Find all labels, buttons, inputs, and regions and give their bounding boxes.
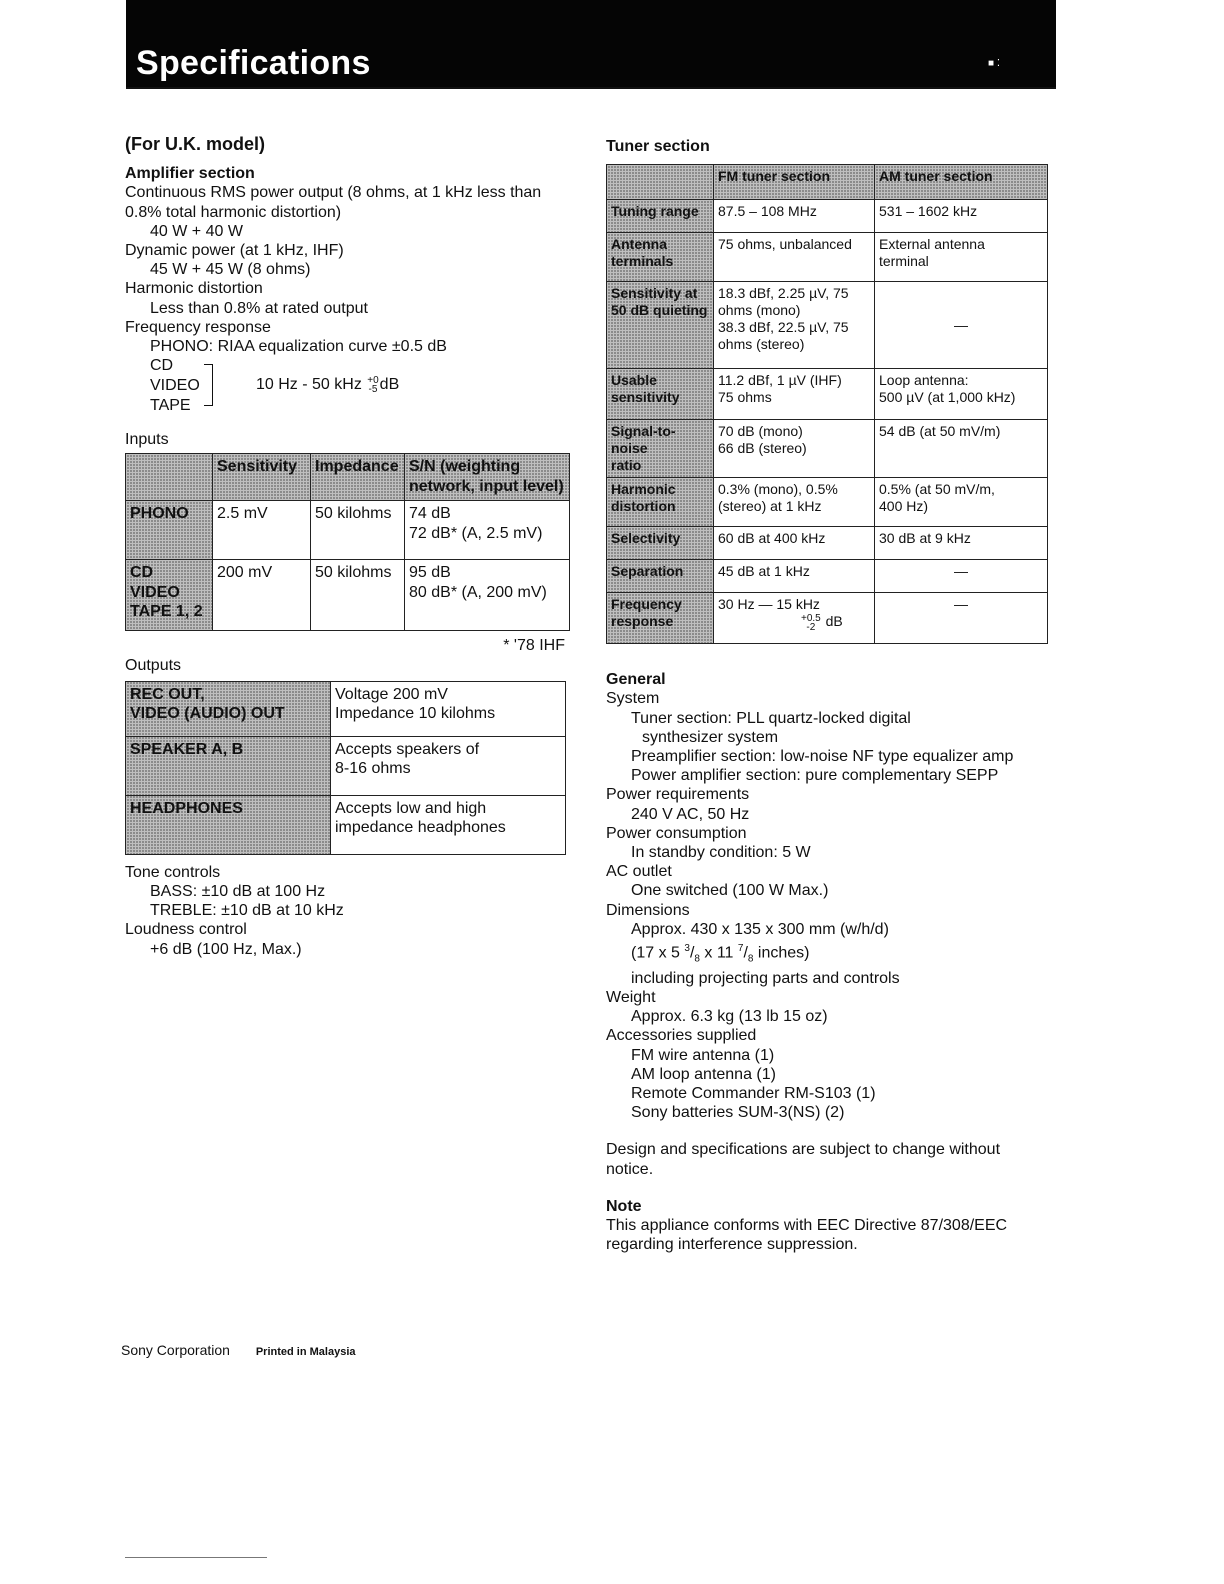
footer-printed: Printed in Malaysia bbox=[255, 1346, 356, 1358]
freq-tolerance: +0 -5 bbox=[367, 375, 379, 395]
freq-unit: dB bbox=[379, 376, 400, 394]
table-cell: Signal-to-noise ratio bbox=[607, 420, 714, 478]
note-text-1: This appliance conforms with EEC Directive 87/308/EEC bbox=[606, 1217, 1008, 1234]
dimensions-label: Dimensions bbox=[606, 901, 690, 919]
table-cell: 45 dB at 1 kHz bbox=[714, 560, 875, 593]
table-row bbox=[607, 233, 1048, 282]
table-cell: 54 dB (at 50 mV/m) bbox=[875, 420, 1048, 478]
inputs-label: Inputs bbox=[125, 431, 169, 449]
table-cell: Antenna terminals bbox=[607, 233, 714, 282]
tone-label: Tone controls bbox=[125, 863, 221, 881]
table-row bbox=[126, 681, 566, 736]
table-cell: — bbox=[875, 560, 1048, 593]
table-cell: Accepts low and high impedance headphones bbox=[331, 795, 566, 854]
note-text-2: regarding interference suppression. bbox=[606, 1236, 858, 1254]
table-row bbox=[607, 593, 1048, 644]
table-cell: Tuning range bbox=[607, 200, 714, 233]
system-label: System bbox=[606, 690, 660, 708]
table-row bbox=[607, 165, 1048, 200]
table-row bbox=[126, 454, 570, 501]
freq-video: VIDEO bbox=[150, 377, 200, 395]
table-header: Sensitivity bbox=[213, 454, 311, 501]
treble-value: TREBLE: ±10 dB at 10 kHz bbox=[150, 902, 344, 920]
table-cell: 75 ohms, unbalanced bbox=[714, 233, 875, 282]
model-heading: (For U.K. model) bbox=[125, 134, 265, 154]
table-row bbox=[607, 282, 1048, 369]
table-cell: Usable sensitivity bbox=[607, 369, 714, 420]
general-heading: General bbox=[606, 671, 666, 689]
freq-label: Frequency response bbox=[125, 318, 271, 336]
table-cell: Accepts speakers of 8-16 ohms bbox=[331, 736, 566, 795]
table-header: FM tuner section bbox=[714, 165, 875, 200]
ac-outlet-label: AC outlet bbox=[606, 863, 672, 881]
table-cell: Harmonic distortion bbox=[607, 478, 714, 527]
ihf-note: * '78 IHF bbox=[503, 637, 565, 655]
table-cell: 0.3% (mono), 0.5% (stereo) at 1 kHz bbox=[714, 478, 875, 527]
table-row bbox=[126, 501, 570, 560]
cont-power-label-2: 0.8% total harmonic distortion) bbox=[125, 203, 342, 221]
table-header: S/N (weighting network, input level) bbox=[405, 454, 570, 501]
tuner-heading: Tuner section bbox=[606, 138, 710, 155]
loudness-value: +6 dB (100 Hz, Max.) bbox=[150, 940, 302, 958]
dimensions-note: including projecting parts and controls bbox=[631, 969, 900, 987]
header-mark: ■ ⁚ bbox=[988, 58, 1000, 69]
table-row bbox=[607, 369, 1048, 420]
header-bar bbox=[126, 0, 1056, 89]
dyn-power-value: 45 W + 45 W (8 ohms) bbox=[150, 261, 311, 279]
phono-line: PHONO: RIAA equalization curve ±0.5 dB bbox=[150, 338, 447, 356]
table-cell: Separation bbox=[607, 560, 714, 593]
table-cell: 30 dB at 9 kHz bbox=[875, 527, 1048, 560]
system-preamp: Preamplifier section: low-noise NF type equalizer amp bbox=[631, 748, 1014, 766]
system-poweramp: Power amplifier section: pure complementary SEPP bbox=[631, 767, 999, 785]
table-cell: 50 kilohms bbox=[311, 560, 405, 631]
table-cell: 74 dB 72 dB* (A, 2.5 mV) bbox=[405, 501, 570, 560]
table-cell: Voltage 200 mV Impedance 10 kilohms bbox=[331, 681, 566, 736]
table-cell: 200 mV bbox=[213, 560, 311, 631]
harm-value: Less than 0.8% at rated output bbox=[150, 299, 368, 317]
table-cell: 11.2 dBf, 1 µV (IHF) 75 ohms bbox=[714, 369, 875, 420]
table-cell: HEADPHONES bbox=[126, 795, 331, 854]
table-cell: PHONO bbox=[126, 501, 213, 560]
bass-value: BASS: ±10 dB at 100 Hz bbox=[150, 883, 326, 901]
footer-company: Sony Corporation bbox=[121, 1342, 230, 1358]
table-cell: — bbox=[875, 282, 1048, 369]
system-tuner-cont: synthesizer system bbox=[642, 728, 779, 746]
table-cell: 0.5% (at 50 mV/m, 400 Hz) bbox=[875, 478, 1048, 527]
table-cell: External antenna terminal bbox=[875, 233, 1048, 282]
table-cell: 95 dB 80 dB* (A, 200 mV) bbox=[405, 560, 570, 631]
accessories-label: Accessories supplied bbox=[606, 1027, 757, 1045]
table-cell: 30 Hz — 15 kHz +0.5 -2 dB bbox=[714, 593, 875, 644]
cont-power-label-1: Continuous RMS power output (8 ohms, at 1 kHz less than bbox=[125, 184, 542, 202]
table-cell: SPEAKER A, B bbox=[126, 736, 331, 795]
left-column bbox=[125, 135, 575, 959]
dimensions-inches: (17 x 5 $^3/_8$ x 11 $^7/_8$ inches) bbox=[631, 943, 810, 965]
bottom-rule bbox=[125, 1557, 267, 1558]
table-cell: — bbox=[875, 593, 1048, 644]
ac-outlet-value: One switched (100 W Max.) bbox=[631, 882, 829, 900]
note-heading: Note bbox=[606, 1197, 642, 1215]
table-header: Impedance bbox=[311, 454, 405, 501]
table-row bbox=[126, 795, 566, 854]
power-req-label: Power requirements bbox=[606, 786, 750, 804]
design-note-2: notice. bbox=[606, 1160, 654, 1178]
harm-label: Harmonic distortion bbox=[125, 280, 263, 298]
table-cell: 87.5 – 108 MHz bbox=[714, 200, 875, 233]
design-note-1: Design and specifications are subject to change without bbox=[606, 1141, 1001, 1159]
table-cell: 50 kilohms bbox=[311, 501, 405, 560]
accessory-item: Remote Commander RM-S103 (1) bbox=[631, 1084, 876, 1102]
inputs-table bbox=[125, 453, 570, 631]
table-cell: 531 – 1602 kHz bbox=[875, 200, 1048, 233]
system-tuner: Tuner section: PLL quartz-locked digital bbox=[631, 709, 911, 727]
table-row bbox=[126, 560, 570, 631]
table-cell: 18.3 dBf, 2.25 µV, 75 ohms (mono) 38.3 dBf, 22.5 µV, 75 ohms (stereo) bbox=[714, 282, 875, 369]
table-cell: 60 dB at 400 kHz bbox=[714, 527, 875, 560]
table-row bbox=[607, 560, 1048, 593]
table-cell bbox=[607, 165, 714, 200]
bracket bbox=[204, 364, 213, 406]
table-row bbox=[607, 527, 1048, 560]
outputs-label: Outputs bbox=[125, 656, 182, 674]
table-row bbox=[607, 478, 1048, 527]
table-cell: Selectivity bbox=[607, 527, 714, 560]
amplifier-heading: Amplifier section bbox=[125, 165, 255, 183]
outputs-table bbox=[125, 681, 566, 855]
table-row bbox=[126, 736, 566, 795]
accessory-item: FM wire antenna (1) bbox=[631, 1046, 775, 1064]
freq-group bbox=[150, 356, 575, 416]
table-cell: Sensitivity at 50 dB quieting bbox=[607, 282, 714, 369]
power-req-value: 240 V AC, 50 Hz bbox=[631, 805, 750, 823]
table-cell: Loop antenna: 500 µV (at 1,000 kHz) bbox=[875, 369, 1048, 420]
table-cell: REC OUT, VIDEO (AUDIO) OUT bbox=[126, 681, 331, 736]
tuner-table bbox=[606, 164, 1048, 644]
table-header: AM tuner section bbox=[875, 165, 1048, 200]
freq-range: 10 Hz - 50 kHz bbox=[256, 376, 362, 394]
footer bbox=[121, 1342, 356, 1358]
freq-value bbox=[256, 375, 399, 394]
table-cell: 2.5 mV bbox=[213, 501, 311, 560]
dimensions-mm: Approx. 430 x 135 x 300 mm (w/h/d) bbox=[631, 920, 889, 938]
cont-power-value: 40 W + 40 W bbox=[150, 222, 243, 240]
power-cons-value: In standby condition: 5 W bbox=[631, 844, 811, 862]
right-column bbox=[606, 137, 1056, 1254]
freq-cd: CD bbox=[150, 357, 174, 375]
table-row bbox=[607, 420, 1048, 478]
dyn-power-label: Dynamic power (at 1 kHz, IHF) bbox=[125, 242, 344, 260]
loudness-label: Loudness control bbox=[125, 921, 247, 939]
freq-tape: TAPE bbox=[150, 397, 191, 415]
page-title: Specifications bbox=[136, 44, 371, 82]
table-cell: Frequency response bbox=[607, 593, 714, 644]
accessory-item: Sony batteries SUM-3(NS) (2) bbox=[631, 1104, 845, 1122]
table-cell bbox=[126, 454, 213, 501]
accessory-item: AM loop antenna (1) bbox=[631, 1065, 776, 1083]
weight-label: Weight bbox=[606, 988, 656, 1006]
table-cell: CD VIDEO TAPE 1, 2 bbox=[126, 560, 213, 631]
power-cons-label: Power consumption bbox=[606, 824, 747, 842]
weight-value: Approx. 6.3 kg (13 lb 15 oz) bbox=[631, 1008, 828, 1026]
table-cell: 70 dB (mono) 66 dB (stereo) bbox=[714, 420, 875, 478]
table-row bbox=[607, 200, 1048, 233]
